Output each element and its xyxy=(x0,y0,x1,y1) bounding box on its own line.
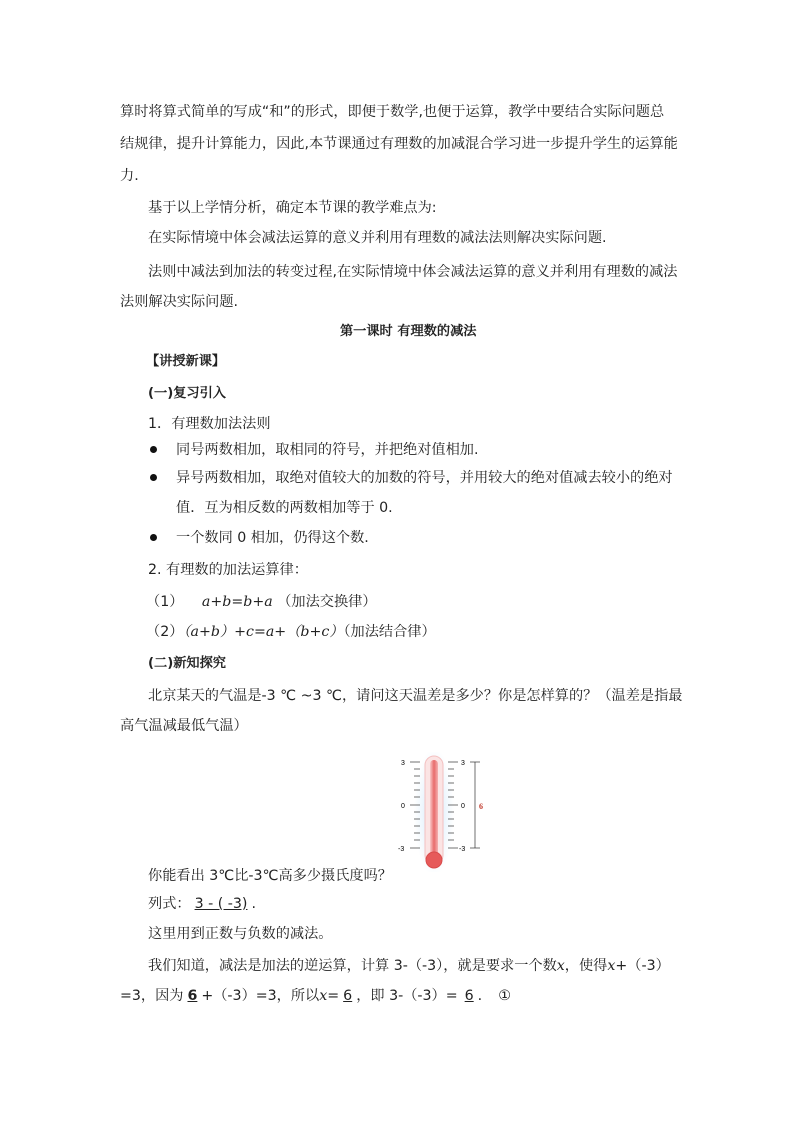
intro-p1-line1: 算时将算式简单的写成“和”的形式，即便于数学,也便于运算，教学中要结合实际问题总 xyxy=(120,104,665,120)
law1-number: （1） xyxy=(146,594,184,610)
formula-line xyxy=(148,894,256,914)
rule-diff-sign-line2: 值．互为相反数的两数相加等于 0. xyxy=(176,500,393,516)
left-label-top: 3 xyxy=(401,760,405,767)
law2-expression: （a+b）+c=a+（b+c） xyxy=(183,624,344,640)
difference-label: 6 xyxy=(479,802,483,811)
review-heading: (一)复习引入 xyxy=(148,386,226,401)
reasoning-line1 xyxy=(148,956,670,976)
right-label-bottom: -3 xyxy=(459,846,466,853)
formula-end: . xyxy=(251,896,256,912)
reasoning-text: = xyxy=(327,988,340,1004)
variable-x: x xyxy=(319,988,328,1004)
lesson-title: 第一课时 有理数的减法 xyxy=(340,324,477,339)
equation-marker: ① xyxy=(498,988,511,1004)
reasoning-text: +（-3） xyxy=(615,958,670,974)
variable-x: x xyxy=(607,958,616,974)
law1-name: （加法交换律） xyxy=(277,594,377,610)
right-label-mid: 0 xyxy=(461,803,465,810)
question-line1: 北京某天的气温是-3 ℃ ~3 ℃，请问这天温差是多少？你是怎样算的？（温差是指最 xyxy=(148,688,683,704)
thermometer-bulb xyxy=(426,852,442,868)
intro-p4-line2: 法则解决实际问题. xyxy=(120,294,239,310)
intro-p2: 基于以上学情分析，确定本节课的教学难点为: xyxy=(148,200,437,216)
reasoning-text: ，即 3-（-3）= xyxy=(356,988,458,1004)
blank-answer: 6 xyxy=(343,988,353,1004)
law1-expression: a+b=b+a xyxy=(201,594,273,610)
subtraction-note: 这里用到正数与负数的减法。 xyxy=(148,926,333,942)
addition-rule-title: 1．有理数加法法则 xyxy=(148,416,271,432)
blank-answer: 6 xyxy=(187,988,198,1004)
reasoning-text: +（-3）=3，所以 xyxy=(201,988,320,1004)
blank-answer: 6 xyxy=(464,988,474,1004)
right-label-top: 3 xyxy=(461,760,465,767)
law2-number: （2） xyxy=(146,624,184,640)
explore-heading: (二)新知探究 xyxy=(148,656,226,671)
bullet-dot xyxy=(150,446,157,453)
formula-label: 列式： xyxy=(148,896,191,912)
bullet-dot xyxy=(150,474,157,481)
question-line2: 高气温减最低气温） xyxy=(120,718,248,734)
rule-add-zero: 一个数同 0 相加，仍得这个数. xyxy=(176,530,369,546)
law2-name: （加法结合律） xyxy=(343,624,436,640)
law-commutative xyxy=(146,592,377,612)
intro-p3: 在实际情境中体会减法运算的意义并利用有理数的减法法则解决实际问题. xyxy=(148,230,607,246)
reasoning-line2 xyxy=(120,986,511,1006)
thermometer-mercury xyxy=(430,760,438,856)
formula-answer: 3 - ( -3) xyxy=(194,896,248,912)
rule-same-sign: 同号两数相加，取相同的符号，并把绝对值相加. xyxy=(176,442,479,458)
law-associative xyxy=(146,622,436,642)
addition-laws-title: 2. 有理数的加法运算律： xyxy=(148,562,308,578)
intro-p1-line3: 力. xyxy=(120,168,139,184)
intro-p4-line1: 法则中减法到加法的转变过程,在实际情境中体会减法运算的意义并利用有理数的减法 xyxy=(148,264,678,280)
reasoning-text: =3，因为 xyxy=(120,988,184,1004)
intro-p1-line2: 结规律，提升计算能力，因此,本节课通过有理数的加减混合学习进一步提升学生的运算能 xyxy=(120,136,678,152)
thermometer-figure xyxy=(396,752,506,872)
section-new-lesson: 【讲授新课】 xyxy=(146,354,226,369)
rule-diff-sign-line1: 异号两数相加，取绝对值较大的加数的符号，并用较大的绝对值减去较小的绝对 xyxy=(176,470,673,486)
comparison-question: 你能看出 3℃比-3℃高多少摄氏度吗？ xyxy=(148,868,392,884)
variable-x: x xyxy=(556,958,565,974)
bullet-dot xyxy=(150,534,157,541)
reasoning-text: ，使得 xyxy=(564,958,608,974)
reasoning-text: 我们知道，减法是加法的逆运算，计算 3-（-3），就是要求一个数 xyxy=(148,958,557,974)
reasoning-text: . xyxy=(477,988,483,1004)
left-label-bottom: -3 xyxy=(398,846,405,853)
left-label-mid: 0 xyxy=(401,803,405,810)
